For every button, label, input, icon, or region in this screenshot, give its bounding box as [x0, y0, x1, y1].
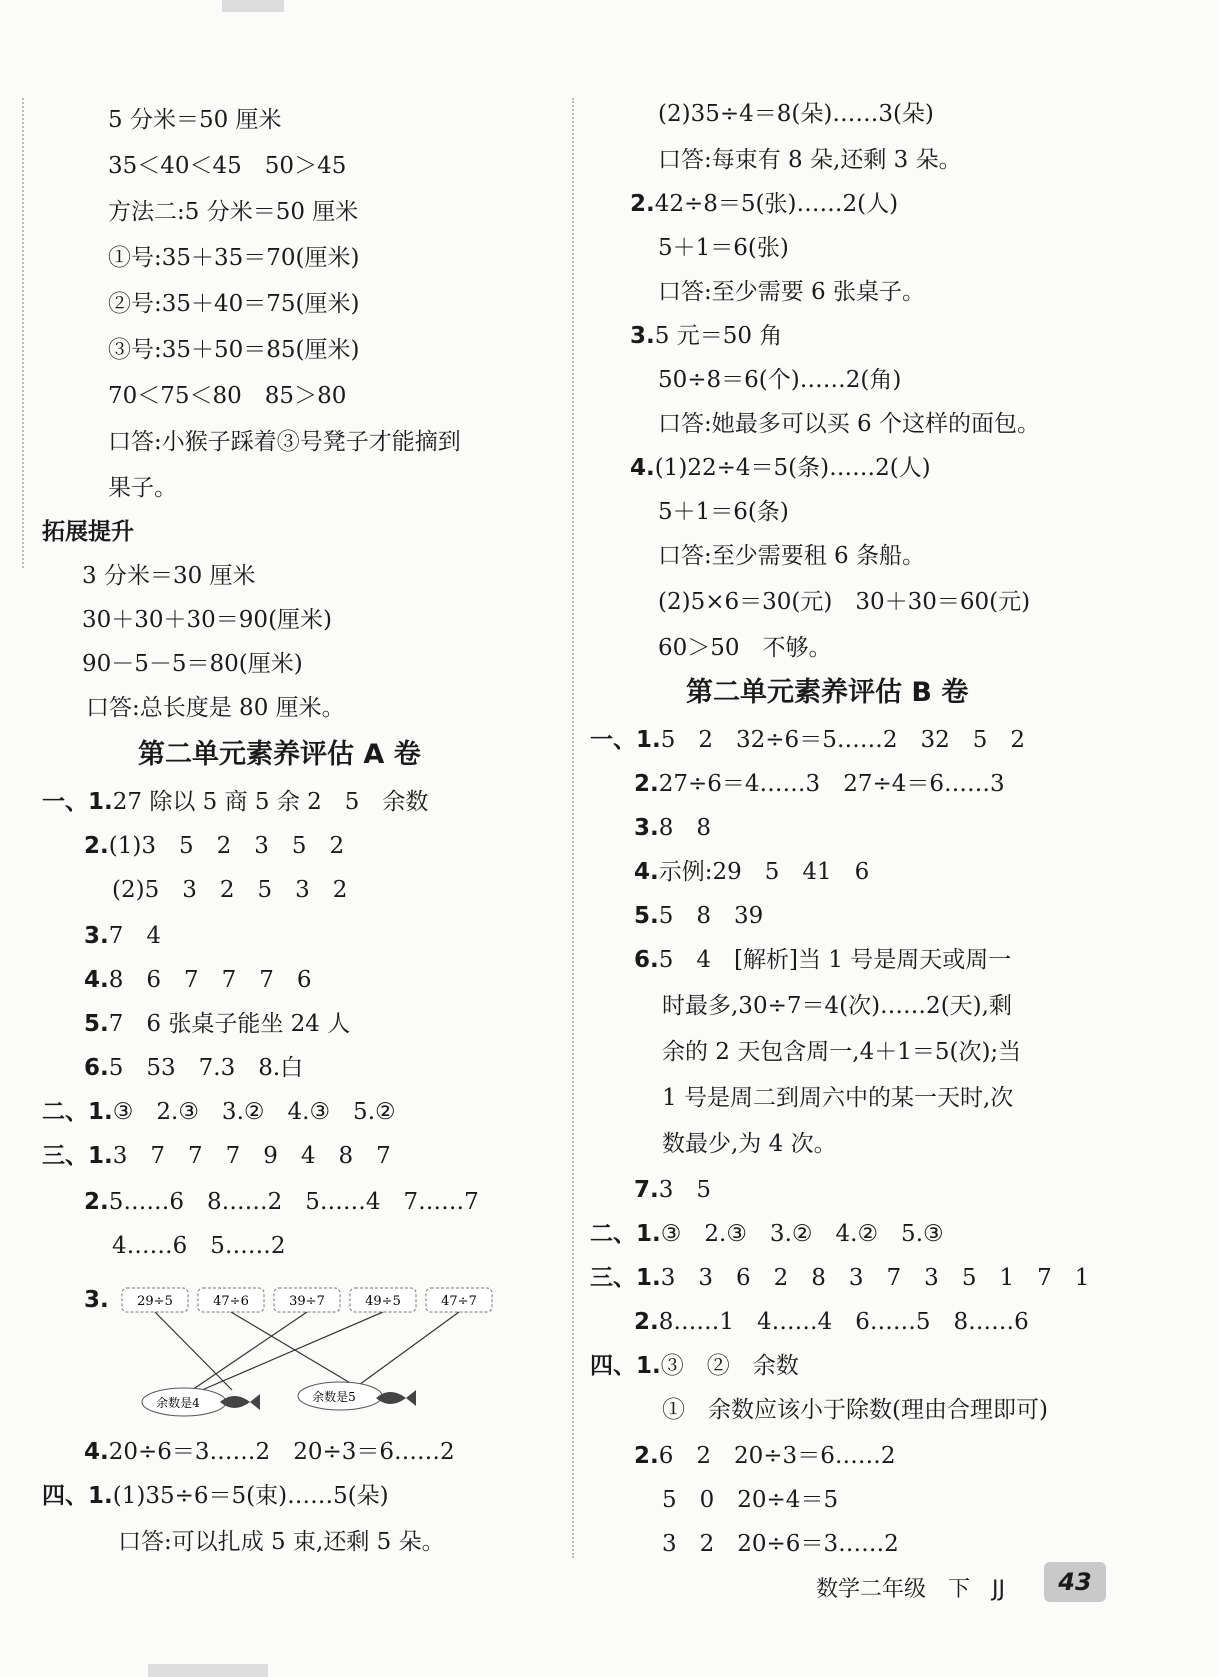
- answer-text: 口答:至少需要租 6 条船。: [658, 543, 926, 569]
- item-number: 4.: [630, 455, 655, 481]
- answer-text: 7 4: [108, 923, 162, 949]
- answer-text: 50÷8＝6(个)……2(角): [658, 367, 902, 393]
- section-title: 拓展提升: [42, 519, 134, 545]
- answer-text: ③ ② 余数: [660, 1353, 799, 1379]
- answer-line: [84, 1052, 303, 1084]
- answer-text: 5＋1＝6(张): [658, 235, 789, 261]
- answer-line: [662, 1036, 1021, 1068]
- item-number: 四、1.: [590, 1353, 661, 1379]
- answer-line: [590, 1218, 944, 1250]
- fish-icon: [220, 1394, 260, 1410]
- answer-line: [658, 540, 925, 572]
- answer-line: [630, 320, 782, 352]
- item-number: 4.: [84, 1439, 109, 1465]
- answer-line: [634, 1440, 895, 1472]
- item-number: 二、1.: [590, 1221, 661, 1247]
- item-number: 3.: [630, 323, 655, 349]
- answer-text: 5＋1＝6(条): [658, 499, 789, 525]
- answer-text: 5 元＝50 角: [654, 323, 783, 349]
- answer-text: 5 4 [解析]当 1 号是周天或周一: [658, 947, 1012, 973]
- answer-line: [662, 1082, 1013, 1114]
- answer-text: 8……1 4……4 6……5 8……6: [658, 1309, 1029, 1335]
- answer-text: (2)35÷4＝8(朵)……3(朵): [658, 101, 934, 127]
- answer-line: [634, 900, 763, 932]
- answer-text: 3 2 20÷6＝3……2: [662, 1531, 899, 1557]
- fish-label: 余数是4: [156, 1396, 200, 1410]
- item-number: 2.: [84, 1189, 109, 1215]
- answer-line: [662, 1128, 837, 1160]
- answer-line: [658, 408, 1040, 440]
- answer-line: [658, 586, 1030, 618]
- answer-text: 8 8: [658, 815, 712, 841]
- item-number: 7.: [634, 1177, 659, 1203]
- answer-line: [634, 944, 1011, 976]
- answer-line: [662, 990, 1012, 1022]
- answer-line: 5 分米＝50 厘米: [108, 107, 282, 133]
- answer-line: [590, 724, 1025, 756]
- connector-line: [231, 1312, 362, 1390]
- connector-line: [352, 1312, 459, 1390]
- answer-line: [662, 1394, 1048, 1426]
- answer-line: 3 分米＝30 厘米: [82, 563, 256, 589]
- item-number: 2.: [634, 771, 659, 797]
- answer-line: 90－5－5＝80(厘米): [82, 651, 303, 677]
- answer-text: 示例:29 5 41 6: [658, 859, 870, 885]
- answer-line: 口答:总长度是 80 厘米。: [86, 695, 345, 721]
- item-number: 3.: [84, 923, 109, 949]
- item-number: 5.: [84, 1011, 109, 1037]
- item-number: 6.: [84, 1055, 109, 1081]
- answer-line: [84, 1008, 350, 1040]
- fish-label: 余数是5: [312, 1390, 356, 1404]
- answer-text: (2)5×6＝30(元) 30＋30＝60(元): [658, 589, 1031, 615]
- card-label: 47÷6: [213, 1294, 249, 1309]
- answer-text: (1)22÷4＝5(条)……2(人): [654, 455, 931, 481]
- connector-line: [202, 1312, 383, 1390]
- answer-line: [662, 1484, 838, 1516]
- answer-text: ③ 2.③ 3.② 4.② 5.③: [660, 1221, 944, 1247]
- item-number: 2.: [634, 1309, 659, 1335]
- answer-line: [634, 812, 711, 844]
- answer-line: [658, 276, 925, 308]
- answer-text: 20÷6＝3……2 20÷3＝6……2: [108, 1439, 455, 1465]
- division-cards: [122, 1288, 492, 1312]
- answer-text: 60＞50 不够。: [658, 635, 832, 661]
- item-number: 4.: [84, 967, 109, 993]
- answer-text: 8 6 7 7 7 6: [108, 967, 312, 993]
- answer-text: 4……6 5……2: [112, 1233, 286, 1259]
- answer-text: 口答:至少需要 6 张桌子。: [658, 279, 926, 305]
- heading-a: 第二单元素养评估 A 卷: [138, 739, 421, 770]
- answer-line: [630, 452, 931, 484]
- answer-line: [662, 1528, 899, 1560]
- answer-text: (1)3 5 2 3 5 2: [108, 833, 345, 859]
- answer-text: 3 7 7 7 9 4 8 7: [112, 1143, 391, 1169]
- answer-line: [84, 1186, 479, 1218]
- answer-text: 5 0 20÷4＝5: [662, 1487, 839, 1513]
- fish-icon: [376, 1390, 416, 1406]
- answer-text: 27 除以 5 商 5 余 2 5 余数: [112, 789, 429, 815]
- answer-text: ③ 2.③ 3.② 4.③ 5.②: [112, 1099, 396, 1125]
- answer-line: [42, 1096, 396, 1128]
- answer-line: [84, 830, 344, 862]
- answer-line: ②号:35＋40＝75(厘米): [108, 291, 360, 317]
- item-number: 一、1.: [590, 727, 661, 753]
- answer-line: [658, 98, 934, 130]
- answer-line: 方法二:5 分米＝50 厘米: [108, 199, 359, 225]
- answer-text: 1 号是周二到周六中的某一天时,次: [662, 1085, 1014, 1111]
- fish-right: [298, 1382, 416, 1410]
- answer-line: 70＜75＜80 85＞80: [108, 383, 347, 409]
- answer-text: 3 3 6 2 8 3 7 3 5 1 7 1: [660, 1265, 1090, 1291]
- item-number: 2.: [84, 833, 109, 859]
- left-margin-rule: [22, 98, 24, 568]
- answer-line: [658, 632, 832, 664]
- connector-line: [155, 1312, 232, 1390]
- answer-text: (2)5 3 2 5 3 2: [112, 877, 348, 903]
- item-number: 二、1.: [42, 1099, 113, 1125]
- answer-line: 果子。: [108, 475, 177, 501]
- card-label: 39÷7: [289, 1294, 325, 1309]
- answer-line: [630, 188, 898, 220]
- answer-line: [590, 1262, 1089, 1294]
- item-number: 2.: [634, 1443, 659, 1469]
- card-label: 29÷5: [137, 1294, 173, 1309]
- fish-left: [142, 1388, 260, 1416]
- answer-line: [84, 1436, 455, 1468]
- answer-text: (1)35÷6＝5(束)……5(朵): [112, 1483, 389, 1509]
- item-number: 一、1.: [42, 789, 113, 815]
- footer-label: 数学二年级 下 JJ: [816, 1577, 1005, 1602]
- answer-line: [658, 364, 901, 396]
- answer-text: 42÷8＝5(张)……2(人): [654, 191, 899, 217]
- answer-text: 5 8 39: [658, 903, 764, 929]
- answer-line: [84, 964, 312, 996]
- answer-line: [118, 1526, 445, 1558]
- answer-line: [42, 786, 428, 818]
- answer-text: 5 2 32÷6＝5……2 32 5 2: [660, 727, 1025, 753]
- item-number: 三、1.: [590, 1265, 661, 1291]
- answer-text: 6 2 20÷3＝6……2: [658, 1443, 896, 1469]
- connector-lines: [155, 1312, 459, 1390]
- answer-text: 3 5: [658, 1177, 712, 1203]
- matching-diagram: [112, 1282, 532, 1422]
- answer-line: [634, 1306, 1029, 1338]
- answer-line: [112, 874, 347, 906]
- answer-line: [658, 144, 962, 176]
- item-number: 3.: [634, 815, 659, 841]
- item-number: 6.: [634, 947, 659, 973]
- top-tab-mark: [222, 0, 284, 12]
- answer-text: 数最少,为 4 次。: [662, 1131, 837, 1157]
- item-number: 四、1.: [42, 1483, 113, 1509]
- answer-line: [84, 920, 161, 952]
- item-number: 5.: [634, 903, 659, 929]
- answer-line: 35＜40＜45 50＞45: [108, 153, 347, 179]
- bottom-tab-mark: [148, 1664, 268, 1677]
- answer-line: ③号:35＋50＝85(厘米): [108, 337, 360, 363]
- answer-line: [42, 1480, 389, 1512]
- page-number: 43: [1044, 1562, 1106, 1602]
- answer-line: [84, 1284, 109, 1316]
- answer-line: 30＋30＋30＝90(厘米): [82, 607, 333, 633]
- answer-text: 5……6 8……2 5……4 7……7: [108, 1189, 479, 1215]
- answer-text: ① 余数应该小于除数(理由合理即可): [662, 1397, 1048, 1423]
- item-number: 三、1.: [42, 1143, 113, 1169]
- answer-line: 口答:小猴子踩着③号凳子才能摘到: [108, 429, 461, 455]
- answer-text: 口答:她最多可以买 6 个这样的面包。: [658, 411, 1041, 437]
- card-label: 49÷5: [365, 1294, 401, 1309]
- column-divider: [572, 98, 574, 1558]
- card-label: 47÷7: [441, 1294, 477, 1309]
- answer-line: [42, 1140, 391, 1172]
- answer-text: 7 6 张桌子能坐 24 人: [108, 1011, 351, 1037]
- answer-line: ①号:35＋35＝70(厘米): [108, 245, 360, 271]
- answer-line: [634, 856, 869, 888]
- answer-line: [590, 1350, 799, 1382]
- answer-text: 时最多,30÷7＝4(次)……2(天),剩: [662, 993, 1012, 1019]
- answer-line: [634, 768, 1005, 800]
- answer-line: [658, 232, 789, 264]
- answer-text: 27÷6＝4……3 27÷4＝6……3: [658, 771, 1005, 797]
- answer-line: [112, 1230, 286, 1262]
- item-number: 3.: [84, 1287, 109, 1313]
- answer-line: [634, 1174, 711, 1206]
- answer-text: 5 53 7.3 8.白: [108, 1055, 304, 1081]
- answer-line: [658, 496, 789, 528]
- answer-text: 口答:每束有 8 朵,还剩 3 朵。: [658, 147, 962, 173]
- answer-text: 余的 2 天包含周一,4＋1＝5(次);当: [662, 1039, 1022, 1065]
- item-number: 2.: [630, 191, 655, 217]
- answer-text: 口答:可以扎成 5 束,还剩 5 朵。: [118, 1529, 445, 1555]
- heading-b: 第二单元素养评估 B 卷: [686, 677, 969, 708]
- item-number: 4.: [634, 859, 659, 885]
